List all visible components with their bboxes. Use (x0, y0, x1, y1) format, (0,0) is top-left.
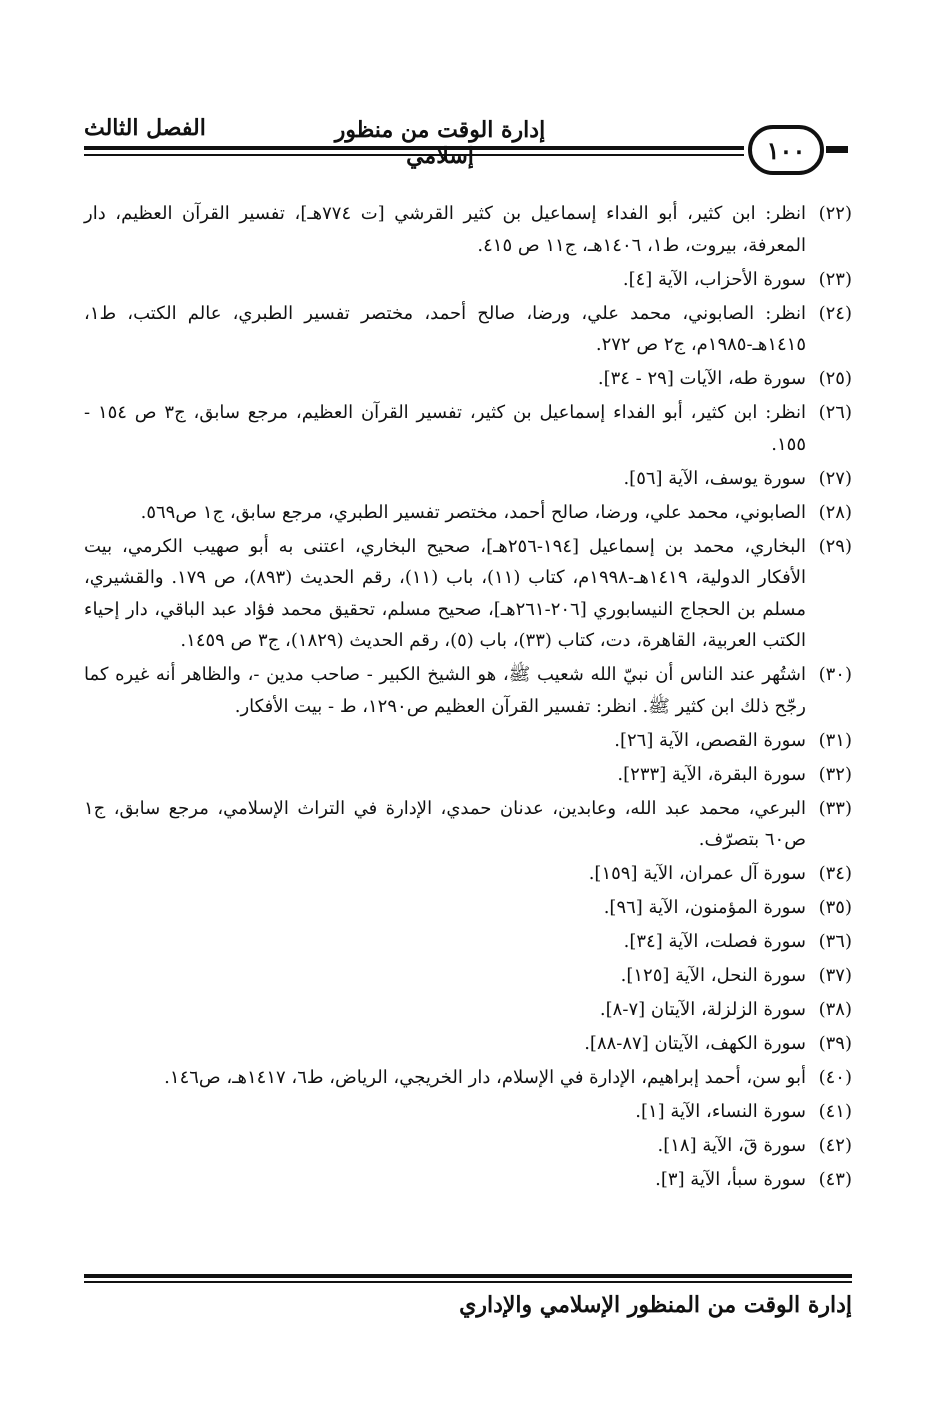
page-number: ١٠٠ (748, 125, 824, 175)
endnote-item (84, 1062, 852, 1094)
endnotes-list (84, 198, 852, 1198)
endnote-text: سورة النحل، الآية [١٢٥]. (620, 965, 806, 986)
endnote-item (84, 531, 852, 657)
endnote-number: (٣٦) (818, 931, 852, 952)
endnote-number: (٢٣) (818, 268, 852, 290)
endnote-number: (٣٣) (818, 797, 852, 819)
endnote-item (84, 1164, 852, 1196)
endnote-number: (٣٥) (818, 897, 852, 918)
endnote-item (84, 497, 852, 529)
endnote-text: سورة قٓ، الآية [١٨]. (657, 1135, 806, 1156)
endnote-number: (٣١) (818, 729, 852, 751)
endnote-item (84, 264, 852, 296)
endnote-text: الصابوني، محمد علي، ورضا، صالح أحمد، مختصر تفسير الطبري، مرجع سابق، ج١ ص٥٦٩. (140, 501, 806, 523)
endnote-text: اشتُهر عند الناس أن نبيّ الله شعيب ﷺ، هو الشيخ الكبير - صاحب مدين -، والظاهر أنه غيره كما رجّح ذلك ابن كثير ﷺ. انظر: تفسير القرآن العظيم ص١٢٩٠، ط - بيت الأفكار. (84, 664, 806, 717)
endnote-number: (٤٢) (818, 1135, 852, 1156)
endnote-item (84, 463, 852, 495)
endnote-text: انظر: ابن كثير، أبو الفداء إسماعيل بن كثير القرشي [ت ٧٧٤هـ]، تفسير القرآن العظيم، دار المعرفة، بيروت، ط١، ١٤٠٦هـ، ج١١ ص ٤١٥. (84, 203, 806, 256)
endnote-number: (٢٤) (818, 302, 852, 324)
endnote-text: سورة المؤمنون، الآية [٩٦]. (603, 897, 806, 918)
footer-book-title: إدارة الوقت من المنظور الإسلامي والإداري (459, 1292, 852, 1318)
endnote-text: سورة فصلت، الآية [٣٤]. (623, 931, 806, 952)
endnote-item (84, 1028, 852, 1060)
endnote-text: أبو سن، أحمد إبراهيم، الإدارة في الإسلام، دار الخريجي، الرياض، ط٦، ١٤١٧هـ، ص١٤٦. (164, 1067, 806, 1088)
endnote-number: (٣٢) (818, 763, 852, 785)
endnote-item (84, 858, 852, 890)
endnote-text: سورة القصص، الآية [٢٦]. (614, 729, 806, 751)
endnote-text: سورة الزلزلة، الآيتان [٧-٨]. (599, 999, 806, 1020)
endnote-text: البرعي، محمد عبد الله، وعابدين، عدنان حمدي، الإدارة في التراث الإسلامي، مرجع سابق، ج١ ص٦٠ بتصرّف. (84, 797, 806, 850)
endnote-number: (٤٠) (818, 1067, 852, 1088)
endnote-number: (٢٦) (818, 402, 852, 423)
endnote-text: انظر: ابن كثير، أبو الفداء إسماعيل بن كثير، تفسير القرآن العظيم، مرجع سابق، ج٣ ص ١٥٤ - ١٥٥. (84, 402, 806, 455)
endnote-item (84, 759, 852, 791)
endnote-number: (٣٧) (818, 965, 852, 986)
endnote-item (84, 1096, 852, 1128)
chapter-title: الفصل الثالث (84, 115, 206, 141)
page-header (0, 0, 948, 175)
footer-rule-thick (84, 1274, 852, 1278)
endnote-text: سورة طه، الآيات [٢٩ - ٣٤]. (597, 368, 806, 389)
footer-rule-thin (84, 1281, 852, 1283)
endnote-item (84, 892, 852, 924)
endnote-item (84, 793, 852, 856)
endnote-item (84, 725, 852, 757)
endnote-item (84, 994, 852, 1026)
endnote-text: انظر: الصابوني، محمد علي، ورضا، صالح أحمد، مختصر تفسير الطبري، عالم الكتب، ط١، ١٤١٥هـ-١٩٨٥م، ج٢ ص ٢٧٢. (84, 302, 806, 355)
endnote-text: سورة آل عمران، الآية [١٥٩]. (588, 863, 806, 884)
endnote-text: سورة الكهف، الآيتان [٨٧-٨٨]. (584, 1033, 806, 1054)
endnote-number: (٣٠) (818, 664, 852, 685)
endnote-number: (٢٩) (818, 535, 852, 557)
endnote-number: (٤١) (818, 1101, 852, 1122)
endnote-text: سورة البقرة، الآية [٢٣٣]. (617, 763, 806, 785)
endnote-text: سورة سبأ، الآية [٣]. (655, 1169, 806, 1190)
endnote-item (84, 298, 852, 361)
endnote-text: البخاري، محمد بن إسماعيل [١٩٤-٢٥٦هـ]، صحيح البخاري، اعتنى به أبو صهيب الكرمي، بيت الأفكار الدولية، ١٤١٩هـ-١٩٩٨م، كتاب (١١)، باب (١١)، رقم الحديث (٨٩٣)، ص ١٧٩. والقشيري، مسلم بن الحجاج النيسابوري [٢٠٦-٢٦١هـ]، صحيح مسلم، تحقيق محمد فؤاد عبد الباقي، دار إحياء الكتب العربية، القاهرة، دت، كتاب (٣٣)، باب (٥)، رقم الحديث (١٨٢٩)، ج٣ ص ١٤٥٩. (84, 535, 806, 651)
endnote-number: (٢٧) (818, 467, 852, 489)
endnote-number: (٣٤) (818, 863, 852, 884)
endnote-text: سورة النساء، الآية [١]. (635, 1101, 806, 1122)
endnote-number: (٤٣) (818, 1169, 852, 1190)
running-title: إدارة الوقت من منظور إسلامي (334, 117, 546, 169)
endnote-number: (٢٥) (818, 368, 852, 389)
endnote-item (84, 960, 852, 992)
endnote-number: (٢٢) (818, 203, 852, 224)
endnote-item (84, 926, 852, 958)
endnote-number: (٢٨) (818, 501, 852, 523)
endnote-item (84, 198, 852, 261)
endnote-item (84, 659, 852, 722)
endnote-item (84, 1130, 852, 1162)
endnote-number: (٣٨) (818, 999, 852, 1020)
endnote-item (84, 397, 852, 460)
endnote-text: سورة الأحزاب، الآية [٤]. (622, 268, 806, 290)
endnote-text: سورة يوسف، الآية [٥٦]. (623, 467, 806, 489)
endnote-number: (٣٩) (818, 1033, 852, 1054)
endnote-item (84, 363, 852, 395)
page-number-dash (826, 146, 848, 153)
